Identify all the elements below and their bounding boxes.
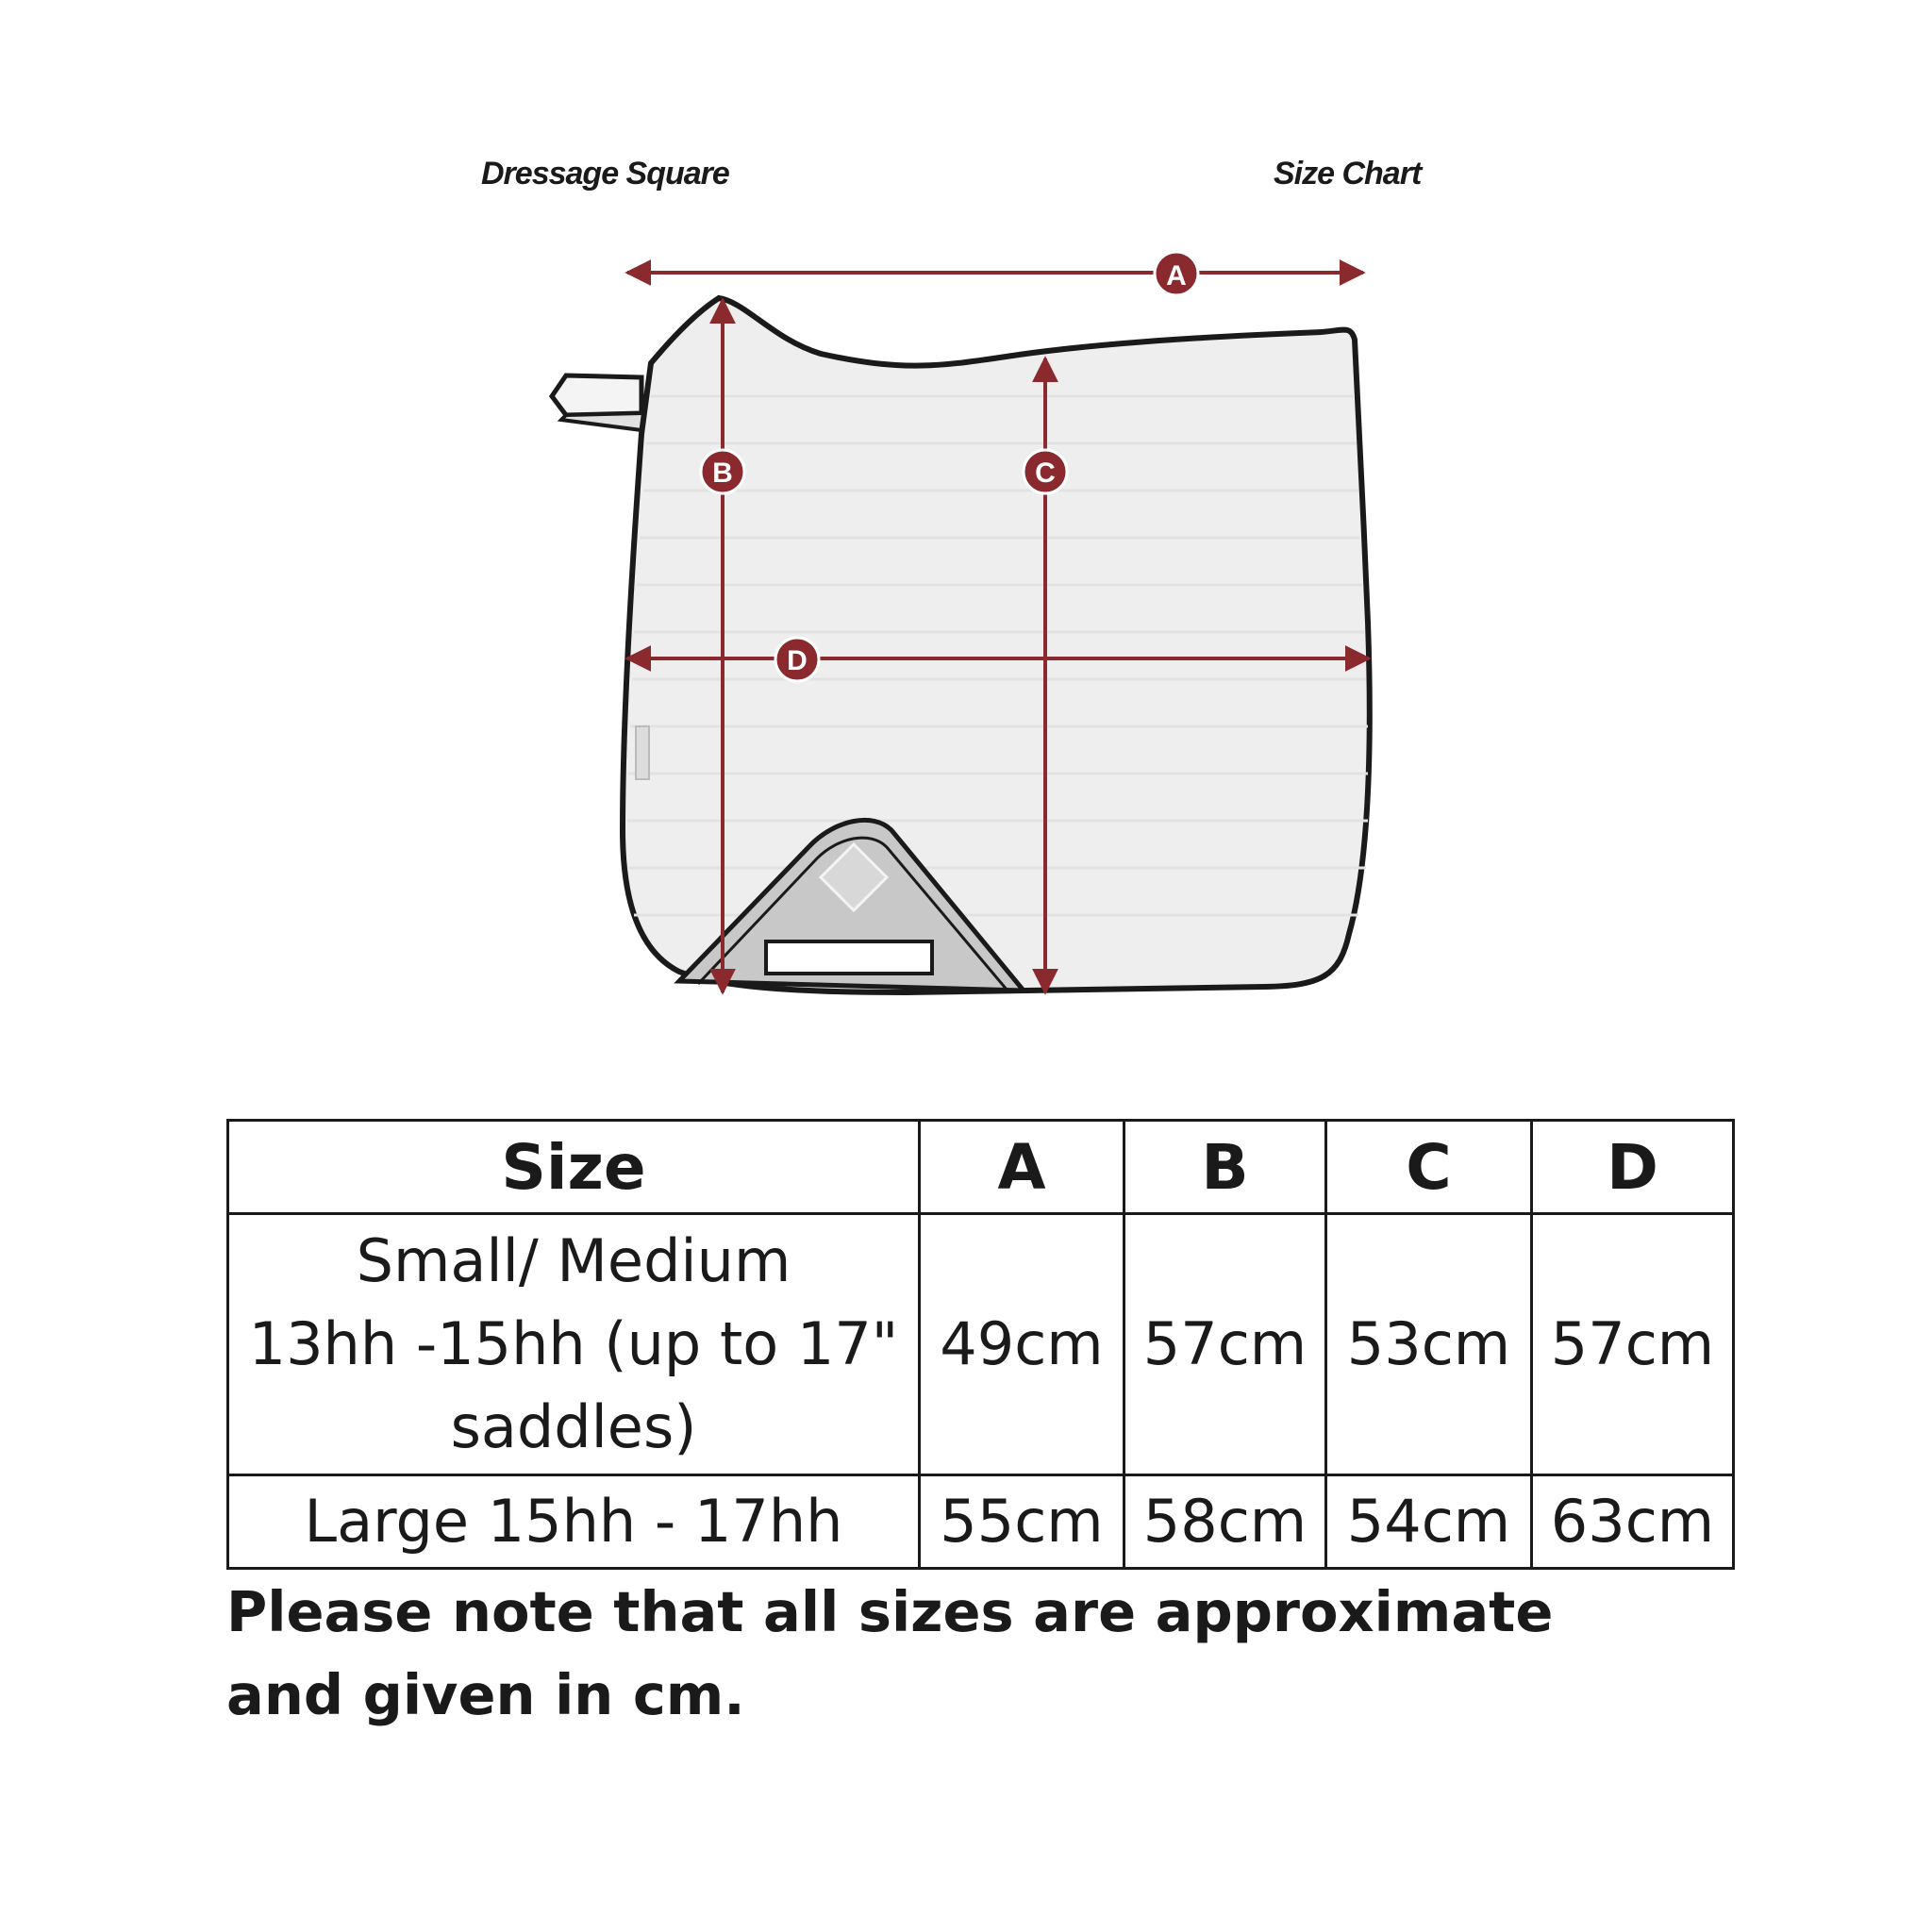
girth-strap-tab <box>552 375 641 430</box>
table-row <box>228 1214 1734 1475</box>
value-c: 53cm <box>1326 1214 1532 1475</box>
size-cell: Large 15hh - 17hh <box>228 1475 920 1569</box>
svg-text:D: D <box>787 645 808 676</box>
header-a: A <box>920 1121 1124 1214</box>
size-line: Small/ Medium <box>356 1226 791 1295</box>
size-line: 13hh -15hh (up to 17" <box>248 1309 899 1378</box>
saddle-pad-outline <box>623 298 1370 992</box>
marker-a <box>1155 252 1198 295</box>
value-d: 57cm <box>1532 1214 1734 1475</box>
svg-text:A: A <box>1166 260 1187 291</box>
header-size: Size <box>228 1121 920 1214</box>
value-c: 54cm <box>1326 1475 1532 1569</box>
header-d: D <box>1532 1121 1734 1214</box>
table-row <box>228 1475 1734 1569</box>
value-d: 63cm <box>1532 1475 1734 1569</box>
size-line: saddles) <box>450 1392 697 1461</box>
svg-text:B: B <box>712 458 733 489</box>
label-patch <box>766 941 932 974</box>
size-cell <box>228 1214 920 1475</box>
value-a: 49cm <box>920 1214 1124 1475</box>
value-a: 55cm <box>920 1475 1124 1569</box>
note-line: and given in cm. <box>226 1662 745 1727</box>
header-c: C <box>1326 1121 1532 1214</box>
diagram-title: Dressage Square <box>481 156 729 192</box>
note-line: Please note that all sizes are approximate <box>226 1579 1554 1644</box>
size-table <box>226 1119 1735 1570</box>
marker-b <box>701 450 744 493</box>
marker-d <box>775 638 819 681</box>
brand-tag <box>636 726 649 779</box>
size-note <box>226 1571 1736 1737</box>
header-b: B <box>1124 1121 1326 1214</box>
marker-c <box>1024 450 1067 493</box>
svg-text:C: C <box>1035 458 1056 489</box>
value-b: 57cm <box>1124 1214 1326 1475</box>
chart-title: Size Chart <box>1274 156 1422 192</box>
value-b: 58cm <box>1124 1475 1326 1569</box>
table-header-row <box>228 1121 1734 1214</box>
